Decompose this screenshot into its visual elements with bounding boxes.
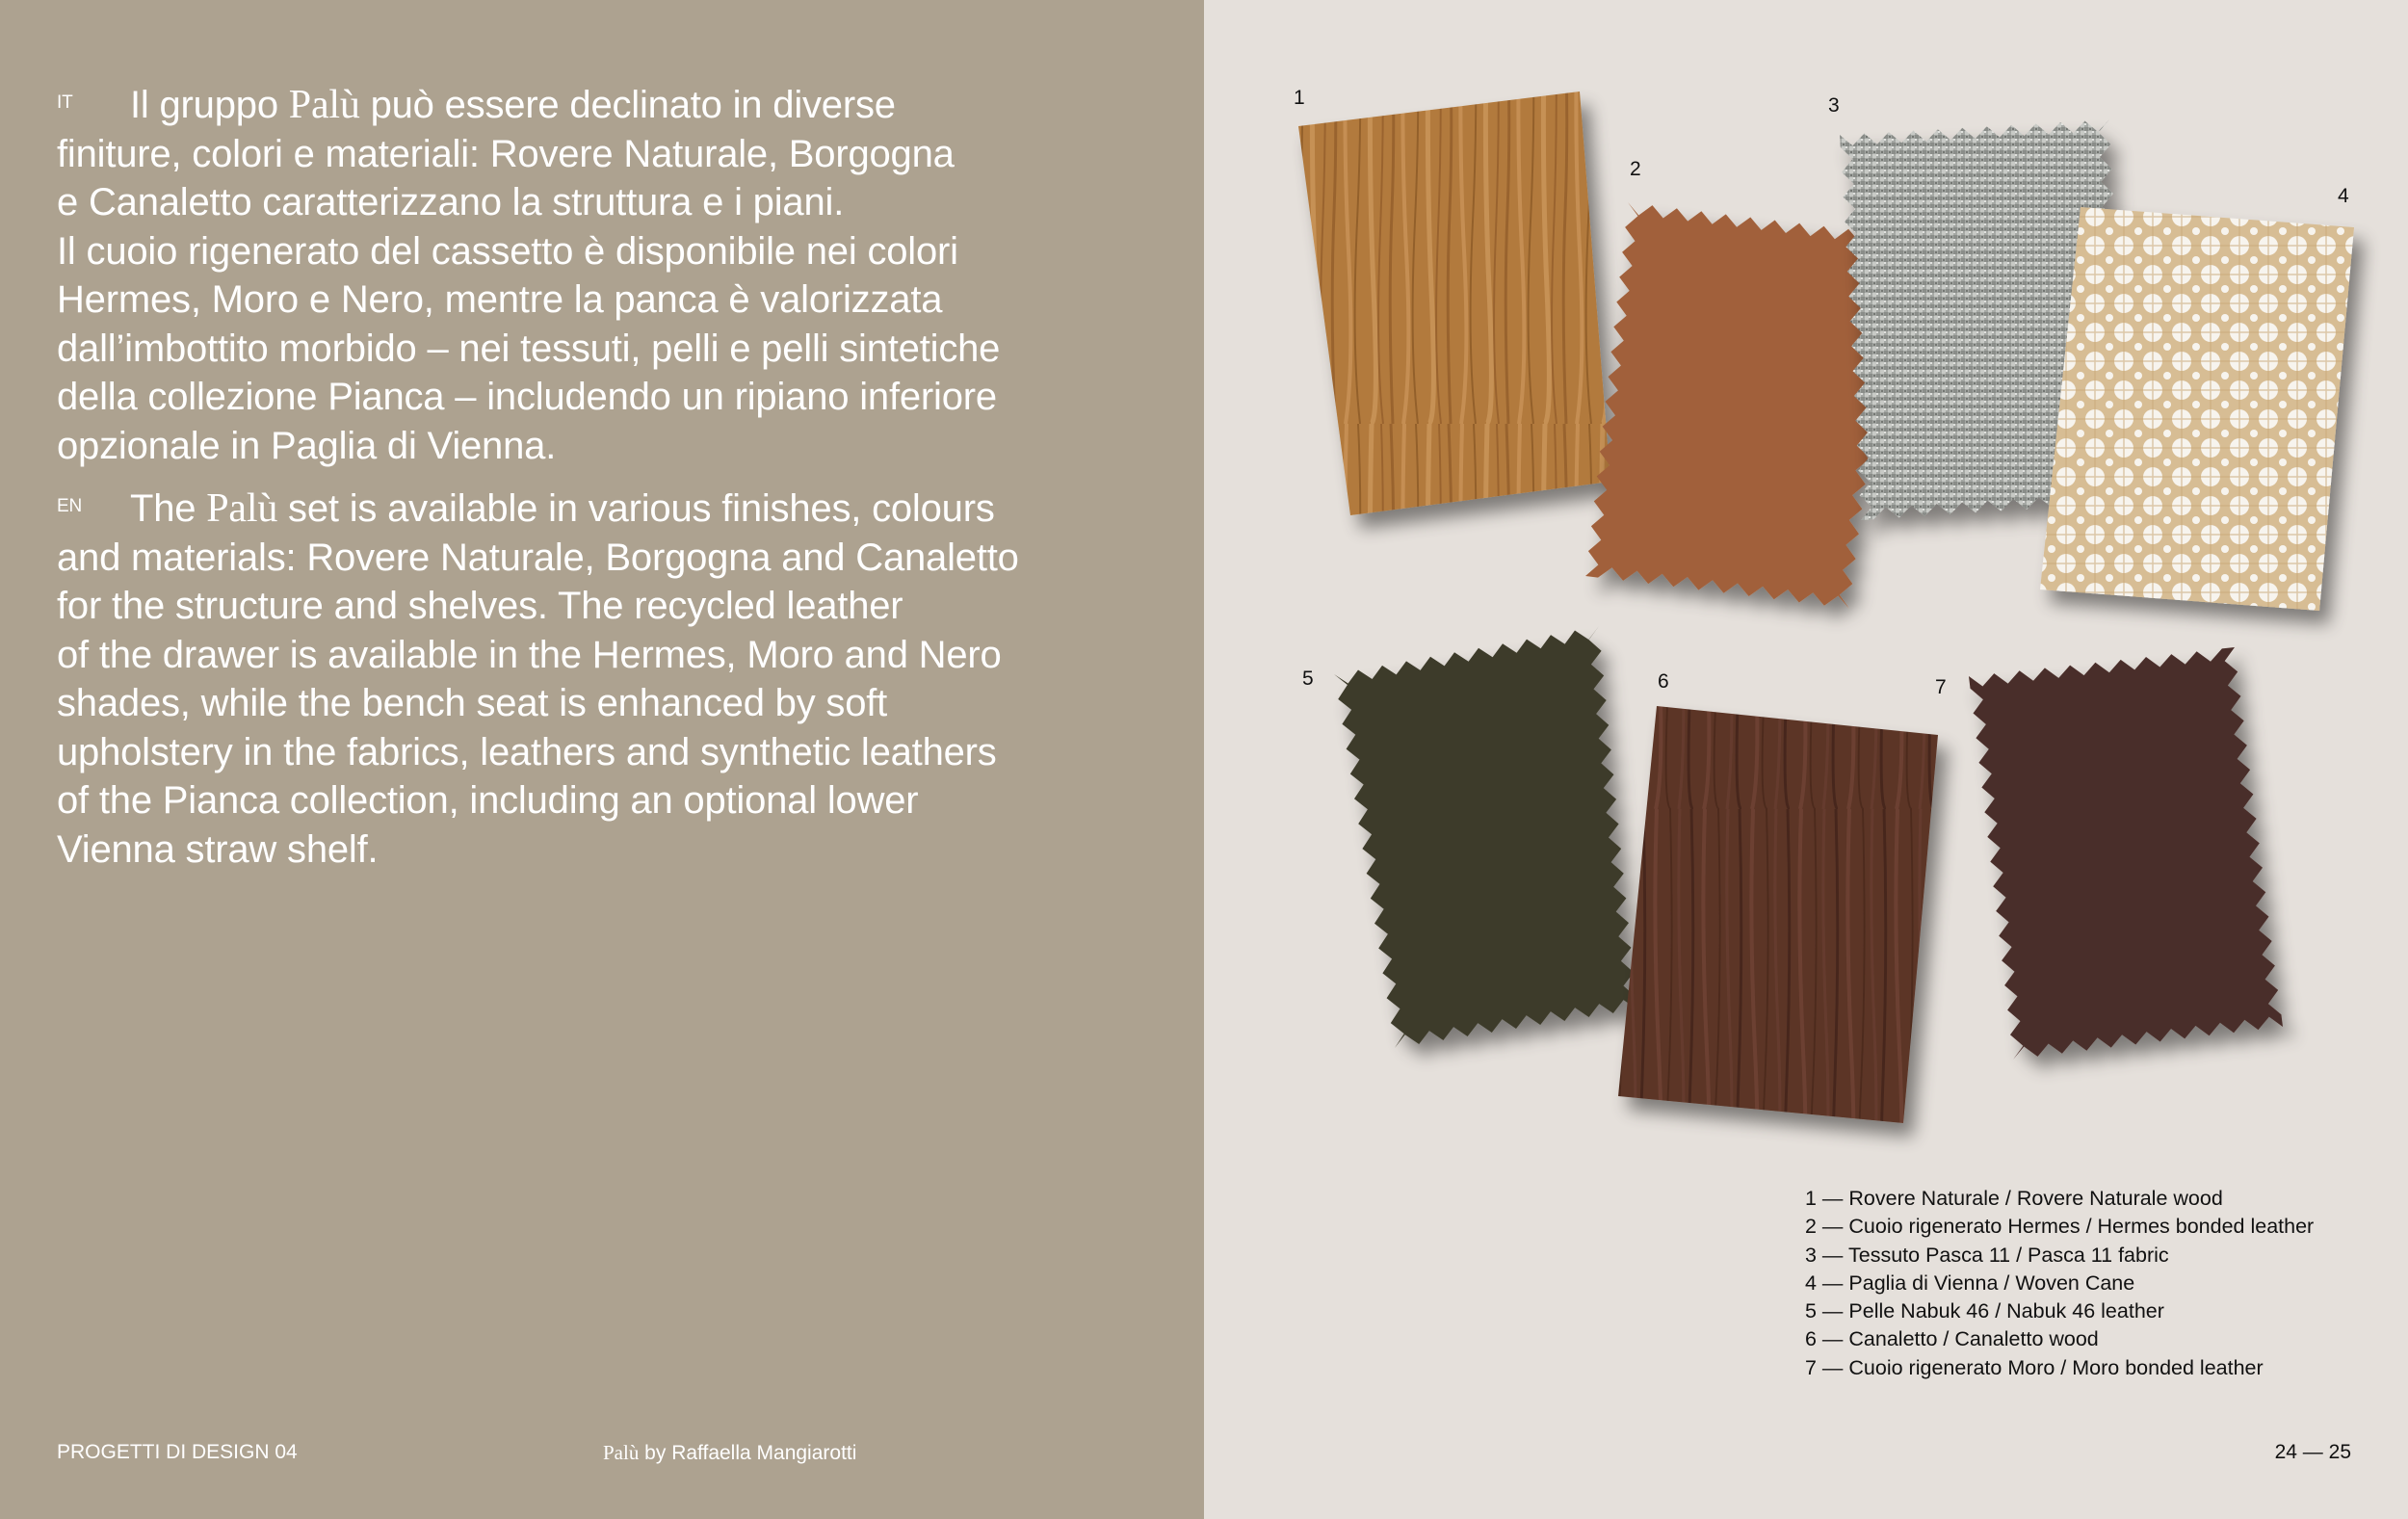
swatch-moro-leather — [1969, 647, 2283, 1060]
swatch-hermes-leather — [1585, 202, 1898, 609]
swatch-canaletto-wood — [1618, 706, 1938, 1123]
it-brand-name: Palù — [288, 83, 360, 127]
it-line: finiture, colori e materiali: Rovere Naturale, Borgogna — [57, 132, 955, 175]
swatch-number-1: 1 — [1294, 87, 1305, 109]
legend-item: 5 — Pelle Nabuk 46 / Nabuk 46 leather — [1805, 1299, 2164, 1323]
footer-designer: by Raffaella Mangiarotti — [639, 1442, 857, 1464]
legend-item: 4 — Paglia di Vienna / Woven Cane — [1805, 1270, 2135, 1295]
legend-item: 3 — Tessuto Pasca 11 / Pasca 11 fabric — [1805, 1243, 2169, 1267]
it-intro-post: può essere declinato in diverse — [359, 84, 896, 126]
legend-item: 7 — Cuoio rigenerato Moro / Moro bonded leather — [1805, 1355, 2264, 1379]
swatch-number-3: 3 — [1828, 94, 1840, 117]
en-intro-pre: The — [130, 487, 207, 530]
it-intro-pre: Il gruppo — [130, 84, 289, 126]
en-line: of the drawer is available in the Hermes, Moro and Nero — [57, 633, 1002, 676]
footer-product-name: Palù — [603, 1441, 640, 1464]
it-line: e Canaletto caratterizzano la struttura e i piani. — [57, 181, 845, 223]
swatch-number-7: 7 — [1935, 676, 1947, 698]
legend-item: 2 — Cuoio rigenerato Hermes / Hermes bonded leather — [1805, 1215, 2315, 1239]
swatch-number-2: 2 — [1630, 158, 1641, 180]
en-line: and materials: Rovere Naturale, Borgogna and Canaletto — [57, 536, 1019, 579]
swatch-woven-cane — [2040, 207, 2354, 611]
legend-item: 6 — Canaletto / Canaletto wood — [1805, 1327, 2099, 1351]
lang-label-it: IT — [57, 92, 73, 113]
it-line: opzionale in Paglia di Vienna. — [57, 424, 557, 467]
en-brand-name: Palù — [206, 486, 278, 531]
lang-label-en: EN — [57, 496, 82, 516]
en-line: upholstery in the fabrics, leathers and synthetic leathers — [57, 730, 997, 773]
en-line: of the Pianca collection, including an optional lower — [57, 779, 919, 822]
swatch-number-6: 6 — [1658, 670, 1669, 693]
swatch-rovere-naturale — [1298, 92, 1610, 515]
swatch-nabuk-leather — [1334, 626, 1637, 1048]
it-line: Hermes, Moro e Nero, mentre la panca è valorizzata — [57, 278, 943, 321]
en-line: shades, while the bench seat is enhanced by soft — [57, 682, 888, 724]
it-line: della collezione Pianca – includendo un ripiano inferiore — [57, 376, 997, 418]
page-numbers: 24 — 25 — [2274, 1441, 2351, 1463]
it-line: dall’imbottito morbido – nei tessuti, pelli e pelli sintetiche — [57, 327, 1001, 370]
legend-item: 1 — Rovere Naturale / Rovere Naturale wood — [1805, 1187, 2223, 1210]
footer-section: PROGETTI DI DESIGN 04 — [57, 1441, 298, 1463]
en-line: for the structure and shelves. The recycled leather — [57, 585, 903, 627]
swatch-number-4: 4 — [2338, 185, 2349, 207]
en-intro-post: set is available in various finishes, colours — [277, 487, 995, 530]
it-line: Il cuoio rigenerato del cassetto è disponibile nei colori — [57, 229, 958, 273]
swatch-number-5: 5 — [1302, 668, 1314, 690]
en-line: Vienna straw shelf. — [57, 827, 379, 871]
materials-legend — [1805, 1185, 2314, 1382]
